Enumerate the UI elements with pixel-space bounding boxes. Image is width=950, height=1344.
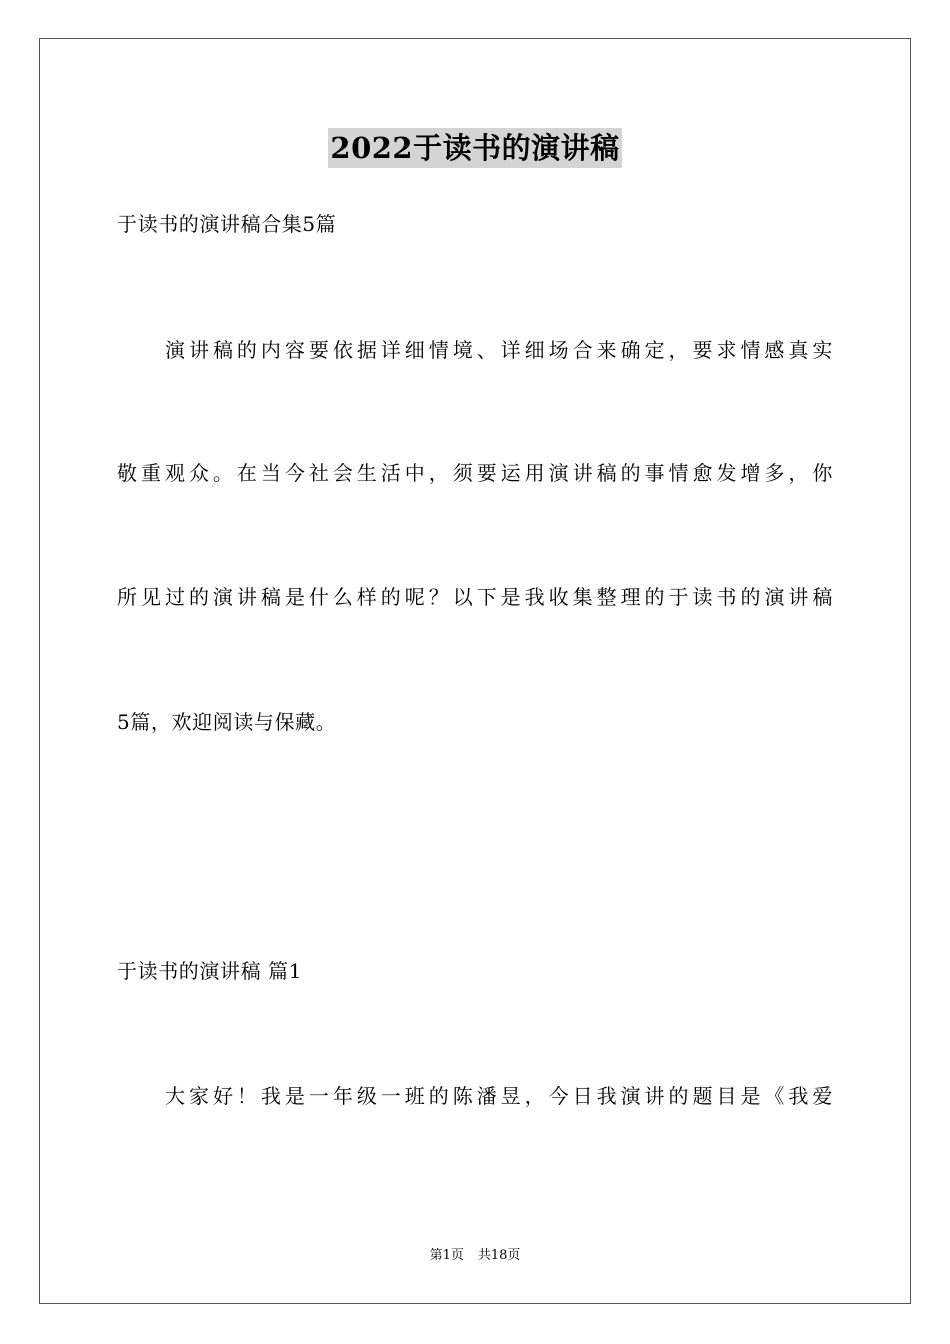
page-footer: [0, 1247, 950, 1265]
paragraph-line: 演讲稿的内容要依据详细情境、详细场合来确定，要求情感真实: [165, 338, 833, 362]
document-subtitle: 于读书的演讲稿合集5篇: [117, 212, 337, 236]
title-container: [0, 128, 950, 168]
paragraph-line: 大家好！我是一年级一班的陈潘昱，今日我演讲的题目是《我爱: [165, 1084, 833, 1108]
section-heading: 于读书的演讲稿 篇1: [117, 959, 303, 983]
page-number: 第1页: [429, 1248, 464, 1263]
paragraph-line: 所见过的演讲稿是什么样的呢？以下是我收集整理的于读书的演讲稿: [117, 585, 833, 609]
page-total: 共18页: [477, 1248, 521, 1263]
paragraph-line: 敬重观众。在当今社会生活中，须要运用演讲稿的事情愈发增多，你: [117, 461, 833, 485]
paragraph-line: 5篇，欢迎阅读与保藏。: [117, 710, 337, 734]
document-title: 2022于读书的演讲稿: [328, 128, 621, 168]
